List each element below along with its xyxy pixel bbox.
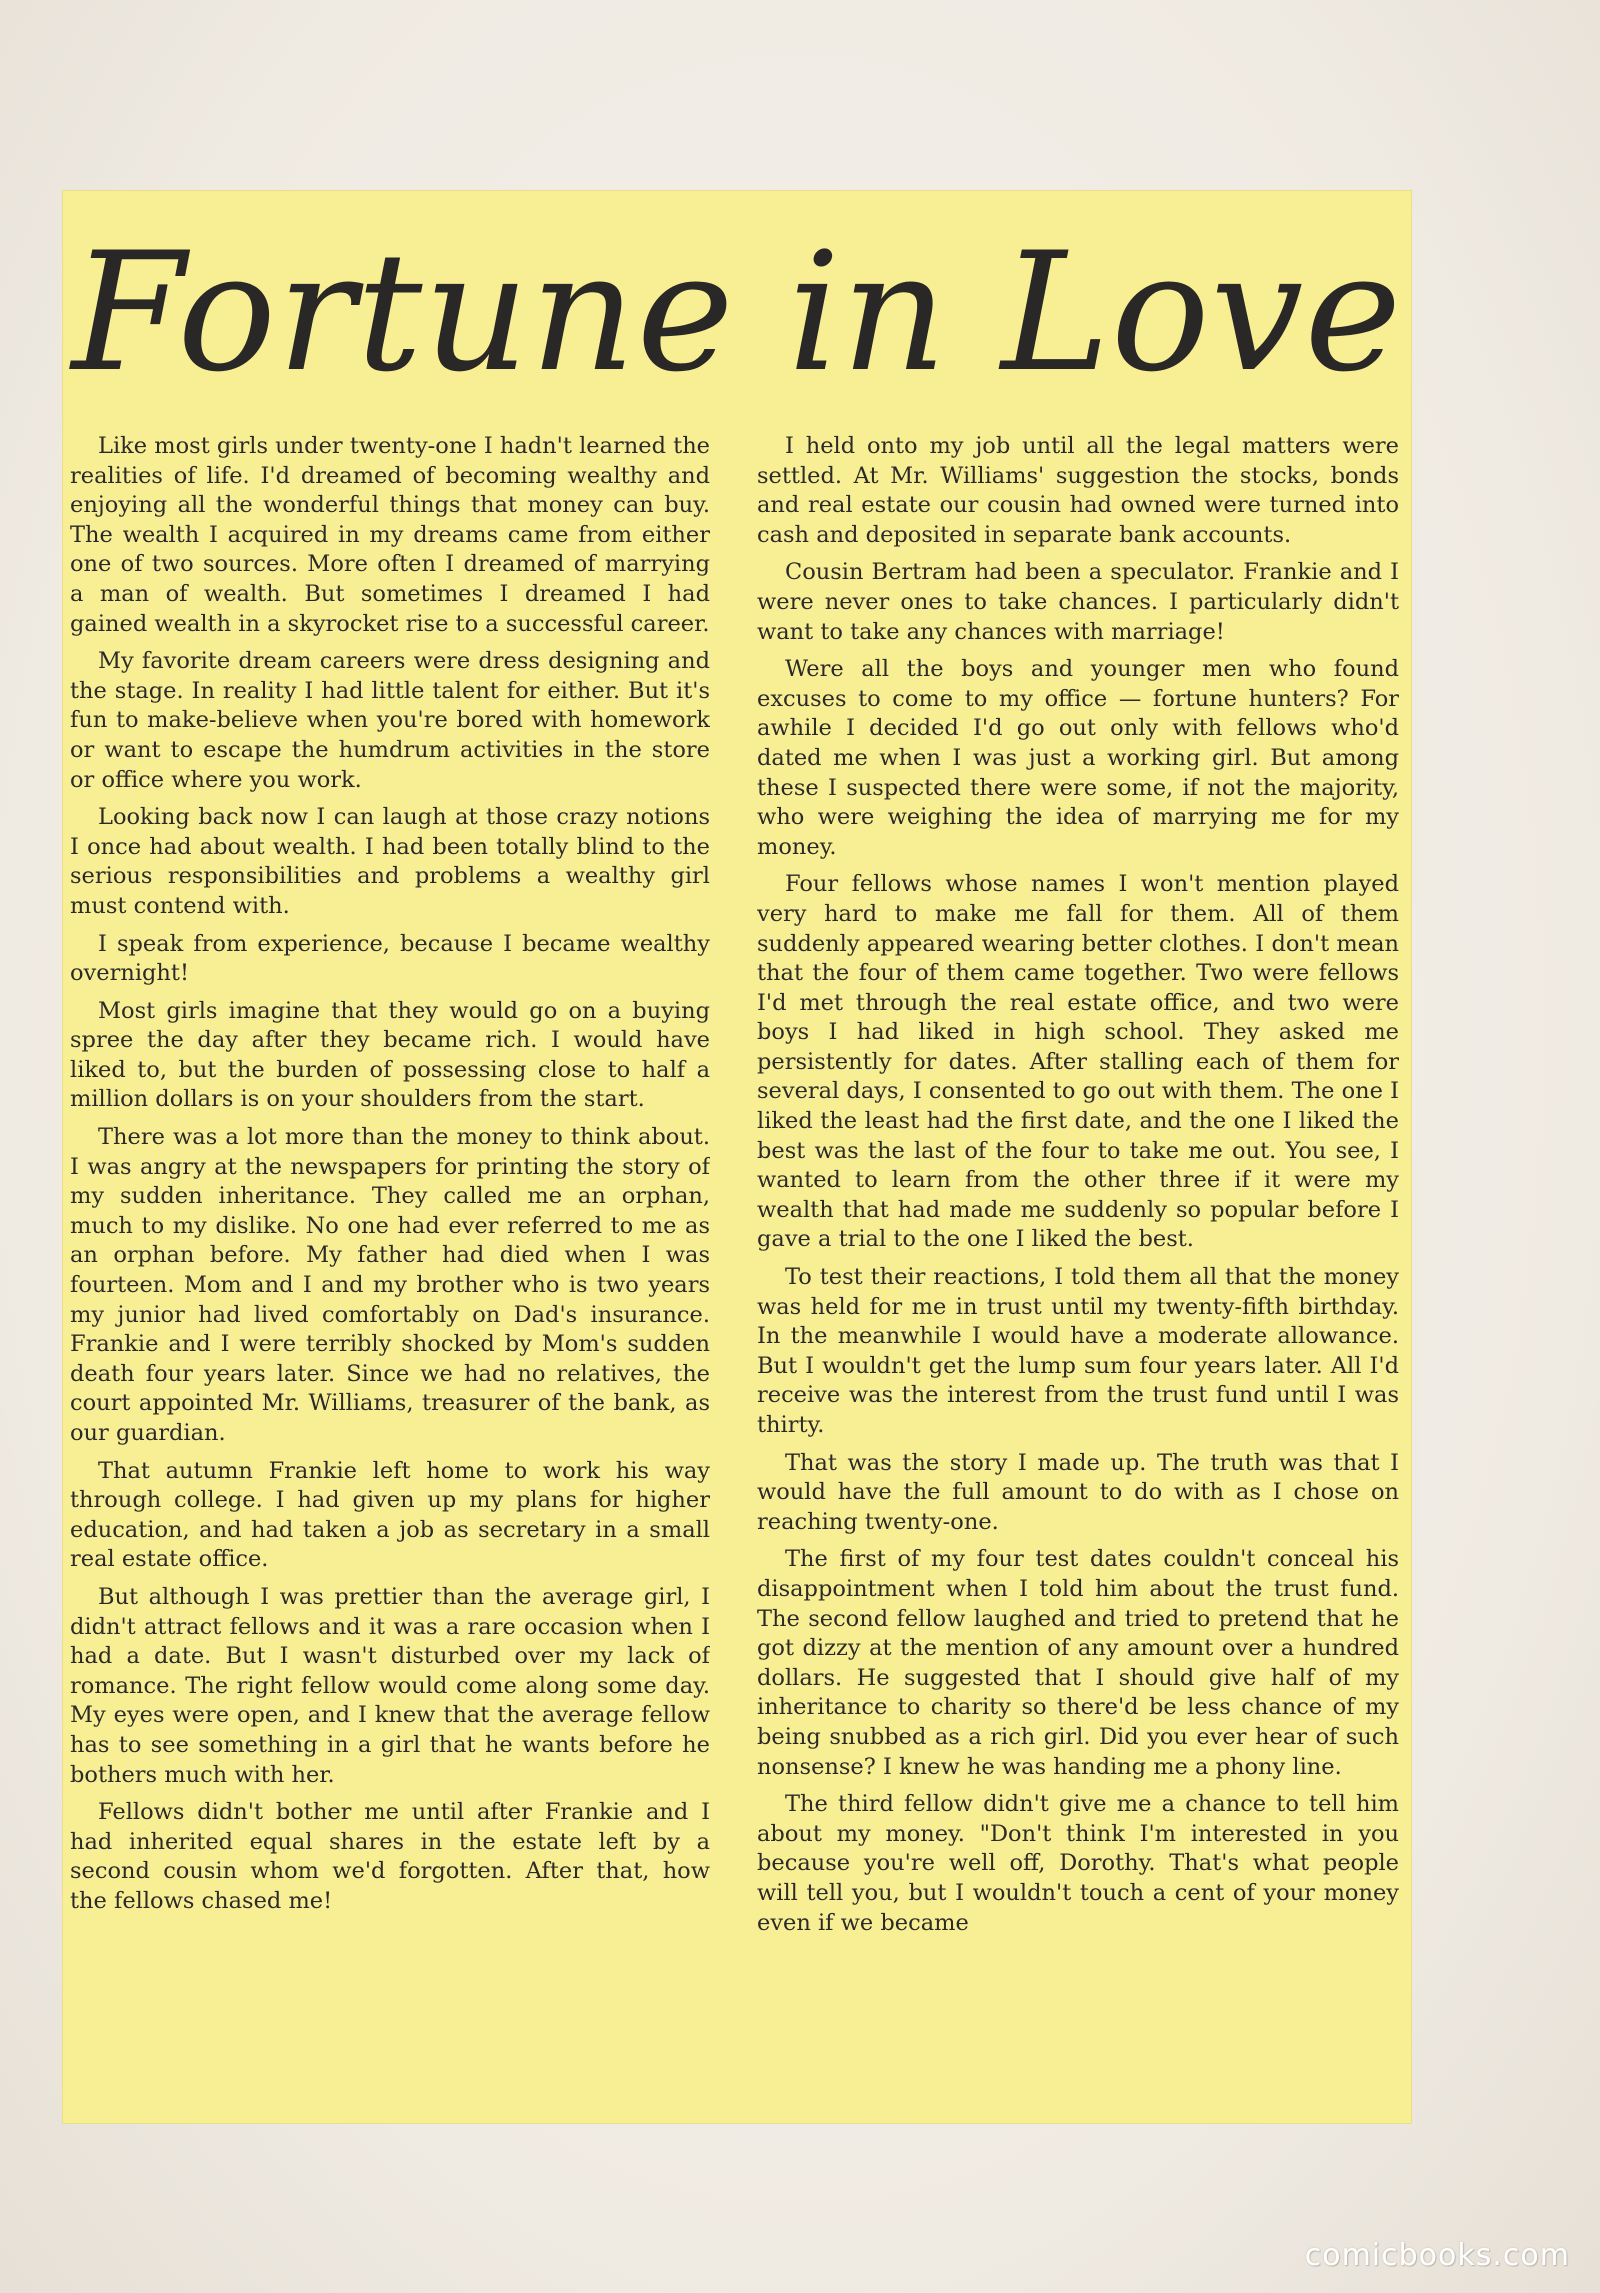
text-column-right [757,432,1399,2117]
paragraph: I speak from experience, because I became wealthy overnight! [70,930,710,987]
paragraph: The third fellow didn't give me a chance to tell him about my money. "Don't think I'm interested in you because you're well off, Dorothy. That's what people will tell you, but I wouldn't touch a cent of your money even if we became [757,1791,1399,1936]
paragraph: There was a lot more than the money to think about. I was angry at the newspapers for printing the story of my sudden inheritance. They called me an orphan, much to my dislike. No one had ever referred to me as an orphan before. My father had died when I was fourteen. Mom and I and my brother who is two years my junior had lived comfortably on Dad's insurance. Frankie and I were terribly shocked by Mom's sudden death four years later. Since we had no relatives, the court appointed Mr. Williams, treasurer of the bank, as our guardian. [70,1124,710,1446]
site-watermark: comicbooks.com [1304,2238,1570,2273]
paragraph: Fellows didn't bother me until after Frankie and I had inherited equal shares in the estate left by a second cousin whom we'd forgotten. After that, how the fellows chased me! [70,1799,710,1914]
paragraph: Were all the boys and younger men who found excuses to come to my office — fortune hunters? For awhile I decided I'd go out only with fellows who'd dated me when I was just a working girl. But among these I suspected there were some, if not the majority, who were weighing the idea of marrying me for my money. [757,656,1399,860]
paragraph: Looking back now I can laugh at those crazy notions I once had about wealth. I had been totally blind to the serious responsibilities and problems a wealthy girl must contend with. [70,804,710,919]
paragraph: Most girls imagine that they would go on a buying spree the day after they became rich. I would have liked to, but the burden of possessing close to half a million dollars is on your shoulders from the start. [70,997,710,1113]
paragraph: Four fellows whose names I won't mention played very hard to make me fall for them. All of them suddenly appeared wearing better clothes. I don't mean that the four of them came together. Two were fellows I'd met through the real estate office, and two were boys I had liked in high school. They asked me persistently for dates. After stalling each of them for several days, I consented to go out with them. The one I liked the least had the first date, and the one I liked the best was the last of the four to take me out. You see, I wanted to learn from the other three if it were my wealth that had made me suddenly so popular before I gave a trial to the one I liked the best. [757,871,1399,1253]
paragraph: That was the story I made up. The truth was that I would have the full amount to do with as I chose on reaching twenty-one. [757,1449,1399,1535]
text-column-left [70,432,710,2117]
paragraph: My favorite dream careers were dress designing and the stage. In reality I had little talent for either. But it's fun to make-believe when you're bored with homework or want to escape the humdrum activities in the store or office where you work. [70,648,710,793]
paragraph: That autumn Frankie left home to work his way through college. I had given up my plans for higher education, and had taken a job as secretary in a small real estate office. [70,1457,710,1573]
paragraph: I held onto my job until all the legal matters were settled. At Mr. Williams' suggestion the stocks, bonds and real estate our cousin had owned were turned into cash and deposited in separate bank accounts. [757,433,1399,548]
paragraph: To test their reactions, I told them all that the money was held for me in trust until my twenty-fifth birthday. In the meanwhile I would have a moderate allowance. But I wouldn't get the lump sum four years later. All I'd receive was the interest from the trust fund until I was thirty. [757,1264,1399,1438]
story-title: Fortune in Love [71,217,1403,408]
paragraph: Like most girls under twenty-one I hadn't learned the realities of life. I'd dreamed of becoming wealthy and enjoying all the wonderful things that money can buy. The wealth I acquired in my dreams came from either one of two sources. More often I dreamed of marrying a man of wealth. But sometimes I dreamed I had gained wealth in a skyrocket rise to a successful career. [70,433,710,637]
paragraph: Cousin Bertram had been a speculator. Frankie and I were never ones to take chances. I particularly didn't want to take any chances with marriage! [757,559,1399,645]
paragraph: The first of my four test dates couldn't conceal his disappointment when I told him about the trust fund. The second fellow laughed and tried to pretend that he got dizzy at the mention of any amount over a hundred dollars. He suggested that I should give half of my inheritance to charity so there'd be less chance of my being snubbed as a rich girl. Did you ever hear of such nonsense? I knew he was handing me a phony line. [757,1546,1399,1780]
paragraph: But although I was prettier than the average girl, I didn't attract fellows and it was a rare occasion when I had a date. But I wasn't disturbed over my lack of romance. The right fellow would come along some day. My eyes were open, and I knew that the average fellow has to see something in a girl that he wants before he bothers much with her. [70,1583,710,1788]
